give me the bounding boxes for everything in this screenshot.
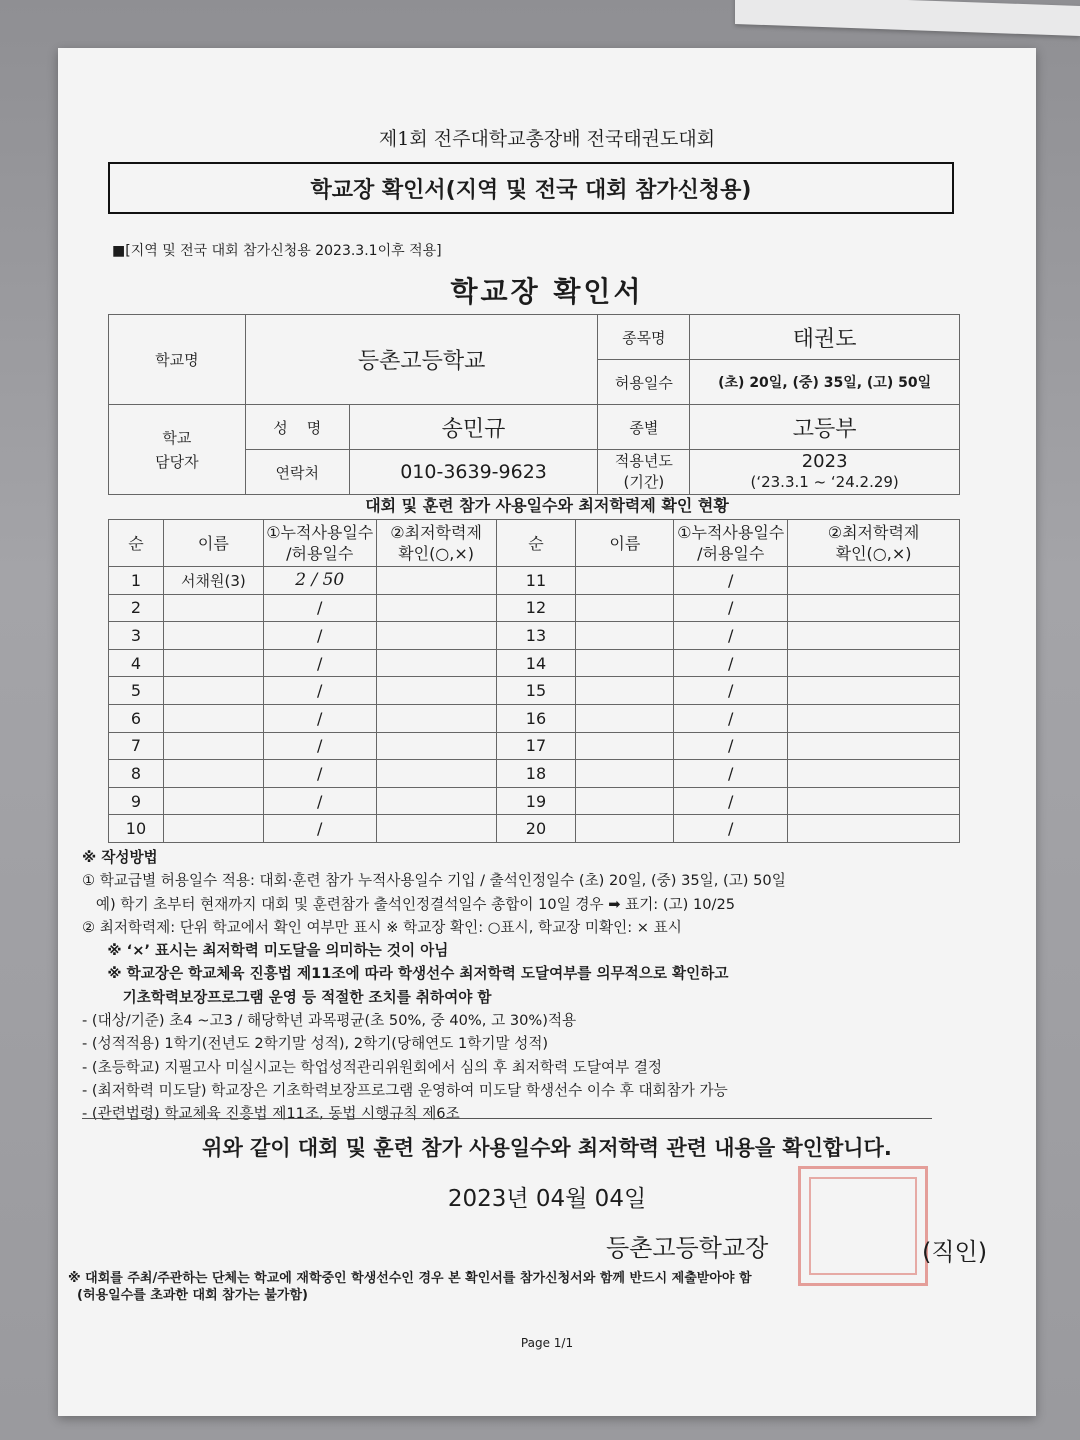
row-days: / [674,622,788,650]
row-no: 13 [496,622,576,650]
school-name-value: 등촌고등학교 [245,315,598,405]
row-days: / [263,649,376,677]
year-cell [690,450,960,495]
official-seal [798,1166,928,1286]
header-check: ②최저학력제 확인(○,×) [376,520,496,567]
row-name [576,704,674,732]
row-no: 17 [496,732,576,760]
category-value: 고등부 [690,405,960,450]
table-row [109,732,960,760]
row-days: / [674,787,788,815]
row-no: 1 [109,567,164,595]
row-name [163,815,263,843]
guide-line: - (관련법령) 학교체육 진흥법 제11조, 동법 시행규칙 제6조 [82,1105,460,1123]
header-no: 순 [109,520,164,567]
header-days: ①누적사용일수 /허용일수 [263,520,376,567]
row-name [163,677,263,705]
guide-line: ※ 학교장은 학교체육 진흥법 제11조에 따라 학생선수 최저학력 도달여부를 의무적으로 확인하고 [82,965,729,983]
header-no: 순 [496,520,576,567]
row-name [576,567,674,595]
row-no: 19 [496,787,576,815]
row-days: / [263,787,376,815]
row-check [376,787,496,815]
table-row [109,649,960,677]
row-days: / [263,704,376,732]
guide-line: - (초등학교) 지필고사 미실시교는 학업성적관리위원회에서 심의 후 최저학력 도달여부 결정 [82,1058,663,1076]
row-name [163,622,263,650]
row-check [788,567,960,595]
manager-label: 학교 담당자 [109,405,246,495]
category-label: 종별 [598,405,690,450]
application-note: ■[지역 및 전국 대회 참가신청용 2023.3.1이후 적용] [112,243,442,259]
row-check [376,760,496,788]
row-name [163,732,263,760]
row-no: 16 [496,704,576,732]
row-days: / [674,649,788,677]
row-name [576,760,674,788]
row-no: 9 [109,787,164,815]
main-title: 학교장 확인서 [450,275,644,308]
row-days: 2 / 50 [263,567,376,595]
allowed-days-value: (초) 20일, (중) 35일, (고) 50일 [690,360,960,405]
row-no: 18 [496,760,576,788]
table-row [109,567,960,595]
guide-line: ※ ‘×’ 표시는 최저학력 미도달을 의미하는 것이 아님 [82,942,449,960]
row-check [376,732,496,760]
row-check [376,677,496,705]
guide-line: ※ 작성방법 [82,849,158,866]
contact-value: 010-3639-9623 [349,450,598,495]
divider [82,1118,932,1119]
background-paper-corner [735,0,1080,36]
row-check [788,594,960,622]
participation-table [108,519,960,843]
row-no: 11 [496,567,576,595]
row-name [163,649,263,677]
row-no: 14 [496,649,576,677]
row-name [576,622,674,650]
document-title-box: 학교장 확인서(지역 및 전국 대회 참가신청용) [108,162,954,214]
event-title: 제1회 전주대학교총장배 전국태권도대회 [378,128,716,150]
row-check [376,815,496,843]
seal-inner-border [809,1177,917,1275]
row-check [376,594,496,622]
row-days: / [263,622,376,650]
row-check [788,787,960,815]
row-days: / [674,815,788,843]
row-check [376,567,496,595]
sport-value: 태권도 [690,315,960,360]
guide-line: 예) 학기 초부터 현재까지 대회 및 훈련참가 출석인정결석일수 총합이 10일 경우 ➡ 표기: (고) 10/25 [82,895,736,913]
row-no: 7 [109,732,164,760]
row-days: / [674,594,788,622]
row-name [576,815,674,843]
row-check [788,649,960,677]
row-check [788,622,960,650]
guide-line: ① 학교급별 허용일수 적용: 대회·훈련 참가 누적사용일수 기입 / 출석인정일수 (초) 20일, (중) 35일, (고) 50일 [82,872,786,890]
row-no: 5 [109,677,164,705]
row-check [788,704,960,732]
table-row [109,787,960,815]
row-name [576,732,674,760]
header-days: ①누적사용일수 /허용일수 [674,520,788,567]
period-value: (‘23.3.1 ~ ‘24.2.29) [750,473,899,491]
principal-name: 등촌고등학교장 [606,1234,769,1262]
table-row [109,594,960,622]
row-name [163,787,263,815]
row-days: / [263,760,376,788]
header-name: 이름 [163,520,263,567]
row-days: / [263,815,376,843]
row-name [163,594,263,622]
section-title: 대회 및 훈련 참가 사용일수와 최저학력제 확인 현황 [365,496,729,515]
row-name [163,760,263,788]
row-days: / [674,704,788,732]
page-number: Page 1/1 [520,1336,574,1350]
footnote-line: ※ 대회를 주최/주관하는 단체는 학교에 재학중인 학생선수인 경우 본 확인서를 참가신청서와 함께 반드시 제출받아야 함 [68,1271,752,1286]
row-check [376,704,496,732]
contact-label: 연락처 [245,450,349,495]
header-name: 이름 [576,520,674,567]
footnote [68,1270,1028,1304]
name-label: 성 명 [245,405,349,450]
row-name: 서채원(3) [163,567,263,595]
header-check: ②최저학력제 확인(○,×) [788,520,960,567]
row-days: / [263,732,376,760]
table-row [109,760,960,788]
guide-line: 기초학력보장프로그램 운영 등 적절한 조치를 취하여야 함 [82,988,492,1006]
writing-guide [82,846,1002,1126]
row-days: / [674,677,788,705]
row-name [163,704,263,732]
guide-line: - (최저학력 미도달) 학교장은 기초학력보장프로그램 운영하여 미도달 학생선수 이수 후 대회참가 가능 [82,1081,728,1099]
manager-name-value: 송민규 [349,405,598,450]
table-row [109,815,960,843]
issue-date: 2023년 04월 04일 [447,1186,647,1212]
row-days: / [674,567,788,595]
row-no: 8 [109,760,164,788]
row-name [576,649,674,677]
row-days: / [263,677,376,705]
sport-label: 종목명 [598,315,690,360]
row-no: 6 [109,704,164,732]
row-days: / [263,594,376,622]
row-check [376,649,496,677]
table-row [109,704,960,732]
row-check [376,622,496,650]
document-page [58,48,1036,1416]
guide-line: - (성적적용) 1학기(전년도 2학기말 성적), 2학기(당해연도 1학기말 성적) [82,1035,549,1053]
table-row [109,622,960,650]
row-check [788,677,960,705]
row-no: 2 [109,594,164,622]
guide-line: - (대상/기준) 초4 ~고3 / 해당학년 과목평균(초 50%, 중 40%, 고 30%)적용 [82,1012,577,1030]
row-no: 12 [496,594,576,622]
row-no: 3 [109,622,164,650]
footnote-line: (허용일수를 초과한 대회 참가는 불가함) [68,1288,308,1303]
row-no: 15 [496,677,576,705]
table-header-row [109,520,960,567]
row-check [788,760,960,788]
row-no: 20 [496,815,576,843]
school-info-table [108,314,960,495]
allowed-days-label: 허용일수 [598,360,690,405]
row-name [576,787,674,815]
row-no: 4 [109,649,164,677]
table-row [109,677,960,705]
row-name [576,594,674,622]
row-name [576,677,674,705]
confirmation-statement: 위와 같이 대회 및 훈련 참가 사용일수와 최저학력 관련 내용을 확인합니다. [202,1136,892,1160]
year-value: 2023 [801,451,848,472]
row-check [788,815,960,843]
row-days: / [674,760,788,788]
row-no: 10 [109,815,164,843]
seal-mark-label: (직인) [922,1238,988,1266]
guide-line: ② 최저학력제: 단위 학교에서 확인 여부만 표시 ※ 학교장 확인: ○표시, 학교장 미확인: × 표시 [82,918,682,936]
row-check [788,732,960,760]
school-name-label: 학교명 [109,315,246,405]
year-label: 적용년도 (기간) [598,450,690,495]
row-days: / [674,732,788,760]
